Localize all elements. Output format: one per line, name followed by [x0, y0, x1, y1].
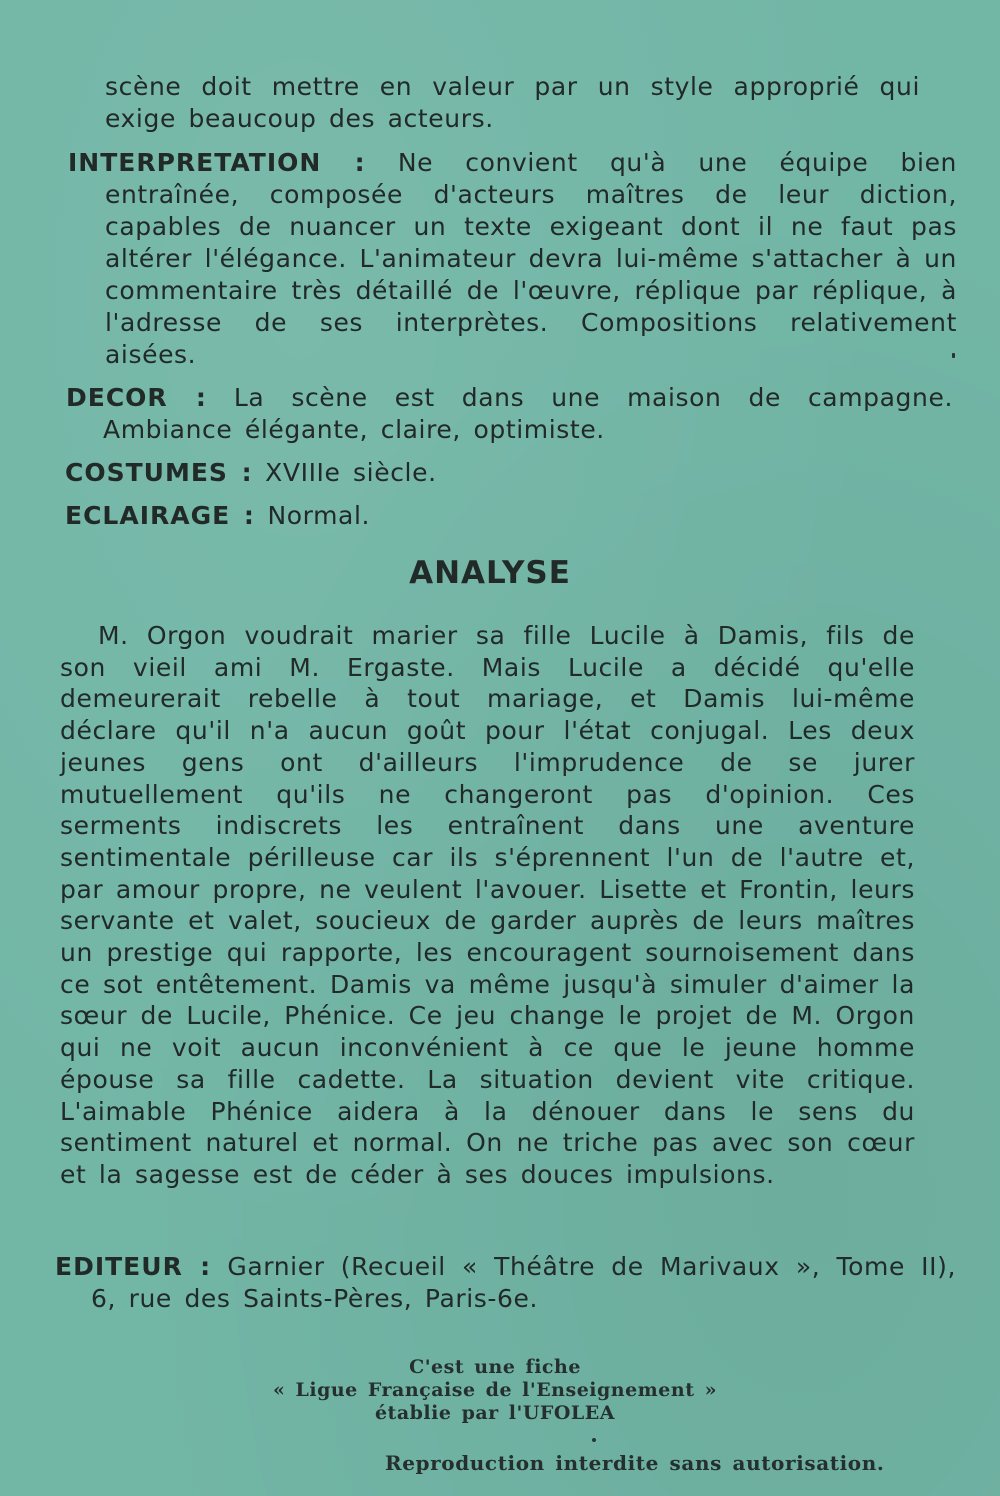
analyse-paragraph: [60, 620, 915, 1191]
eclairage-label: ECLAIRAGE :: [65, 501, 255, 530]
fiche-credit: [255, 1356, 735, 1425]
interpretation-text: Ne convient qu'à une équipe bien entraînée, composée d'acteurs maîtres de leur diction, capables de nuancer un texte exigeant dont il ne faut pas altérer l'élégance. L'animateur devra lui-même s'attacher à un commentaire très détaillé de l'œuvre, réplique par réplique, à l'adresse de ses interprètes. Compositions relativement aisées.: [105, 148, 958, 369]
editeur-section: [55, 1251, 956, 1315]
eclairage-text: Normal.: [267, 501, 371, 530]
analyse-text: M. Orgon voudrait marier sa fille Lucile à Damis, fils de son vieil ami M. Ergaste. Mais Lucile a décidé qu'elle demeurerait rebelle à tout mariage, et Damis lui-même déclare qu'il n'a aucun goût pour l'état conjugal. Les deux jeunes gens ont d'ailleurs l'imprudence de se jurer mutuellement qu'ils ne changeront pas d'opinion. Ces serments indiscrets les entraînent dans une aventure sentimentale périlleuse car ils s'éprennent l'un de l'autre et, par amour propre, ne veulent l'avouer. Lisette et Frontin, leurs servante et valet, soucieux de garder auprès de leurs maîtres un prestige qui rapporte, les encouragent sournoisement dans ce sot entêtement. Damis va même jusqu'à simuler d'aimer la sœur de Lucile, Phénice. Ce jeu change le projet de M. Orgon qui ne voit aucun inconvénient à ce que le jeune homme épouse sa fille cadette. La situation devient vite critique. L'aimable Phénice aidera à la dénouer dans le sens du sentiment naturel et normal. On ne triche pas avec son cœur et la sagesse est de céder à ses douces impulsions.: [60, 621, 915, 1189]
reproduction-notice: Reproduction interdite sans autorisation.: [385, 1451, 885, 1475]
eclairage-section: [65, 500, 915, 532]
editeur-label: EDITEUR :: [55, 1252, 212, 1281]
paper-speck: [592, 1438, 596, 1442]
costumes-text: XVIIIe siècle.: [265, 458, 437, 487]
costumes-section: [65, 457, 915, 489]
interpretation-section: [68, 147, 957, 371]
decor-label: DECOR :: [66, 383, 207, 412]
fiche-credit-line-1: C'est une fiche: [409, 1356, 581, 1378]
fiche-credit-line-2: « Ligue Française de l'Enseignement »: [273, 1379, 717, 1401]
interpretation-label: INTERPRETATION :: [68, 148, 366, 177]
editeur-text: Garnier (Recueil « Théâtre de Marivaux », Tome II), 6, rue des Saints-Pères, Paris-6e.: [91, 1252, 957, 1313]
intro-paragraph: [105, 71, 920, 135]
decor-text: La scène est dans une maison de campagne. Ambiance élégante, claire, optimiste.: [103, 383, 954, 444]
analyse-heading: ANALYSE: [409, 555, 571, 591]
decor-section: [66, 382, 953, 446]
fiche-credit-line-3: établie par l'UFOLEA: [374, 1402, 616, 1424]
intro-text: scène doit mettre en valeur par un style approprié qui exige beaucoup des acteurs.: [105, 72, 920, 133]
costumes-label: COSTUMES :: [65, 458, 253, 487]
paper-speck: [952, 353, 955, 358]
